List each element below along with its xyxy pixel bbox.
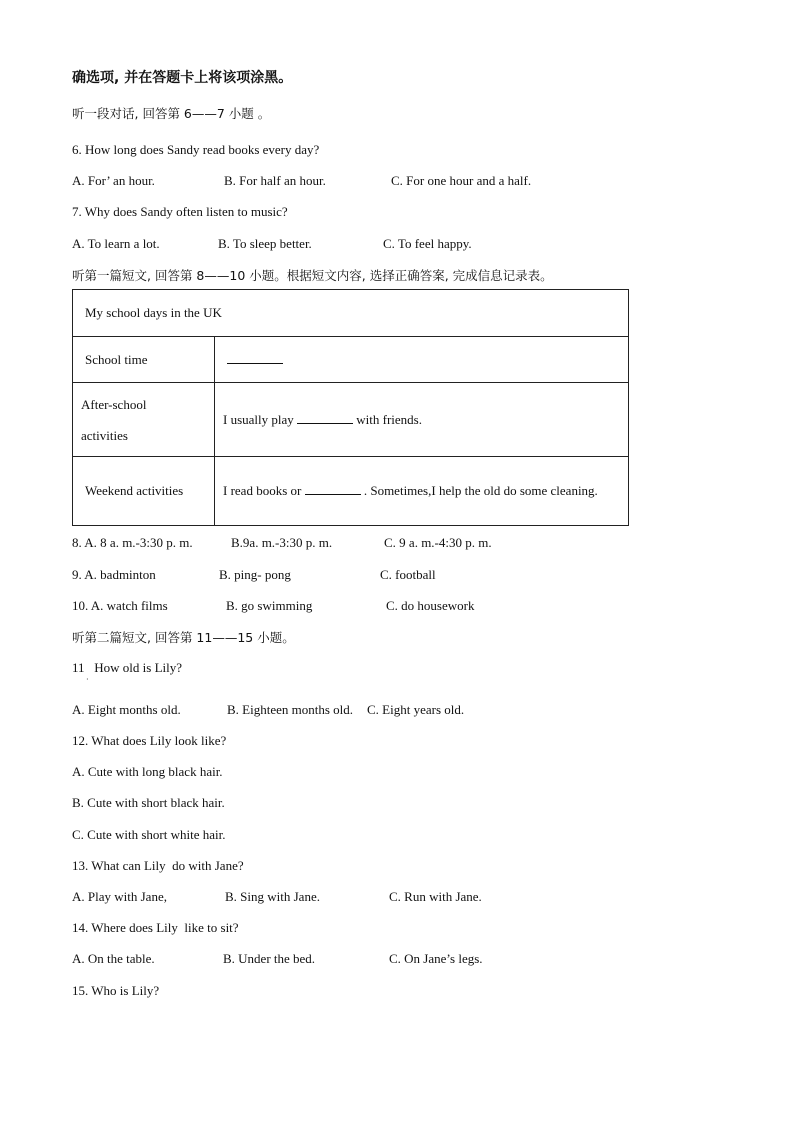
q7-option-a: A. To learn a lot. [72,236,160,251]
answer-blank [297,413,353,424]
weekend-text: I read books or . Sometimes,I help the old do some cleaning. [215,457,629,526]
section-heading-2: 听第一篇短文, 回答第 8——10 小题。根据短文内容, 选择正确答案, 完成信息记录表。 [72,268,553,283]
q11-option-b: B. Eighteen months old. [227,702,354,717]
q12-option-b: B. Cute with short black hair. [72,795,225,810]
q6-option-a: A. For’ an hour. [72,173,155,188]
q9-option-c: C. football [380,567,436,582]
question-12: 12. What does Lily look like? [72,733,227,748]
q7-option-c: C. To feel happy. [383,236,472,251]
after-school-label [73,383,215,457]
q11-option-a: A. Eight months old. [72,702,181,717]
q13-option-b: B. Sing with Jane. [225,889,320,904]
q10-option-c: C. do housework [386,598,475,613]
q8-option-c: C. 9 a. m.-4:30 p. m. [384,535,492,550]
q9-option-a: 9. A. badminton [72,567,156,582]
section-heading-3: 听第二篇短文, 回答第 11——15 小题。 [72,630,295,645]
q13-option-c: C. Run with Jane. [389,889,482,904]
after-school-label-line1: After-school [81,396,147,412]
q14-option-a: A. On the table. [72,951,155,966]
table-title: My school days in the UK [73,290,629,337]
question-11: 11 How old is Lily? [72,660,183,675]
question-13: 13. What can Lily do with Jane? [72,858,244,873]
school-time-label: School time [73,337,215,383]
q10-option-b: B. go swimming [226,598,313,613]
section-heading-1: 听一段对话, 回答第 6——7 小题 。 [72,106,271,121]
q9-option-b: B. ping- pong [219,567,291,582]
q13-option-a: A. Play with Jane, [72,889,167,904]
q8-option-b: B.9a. m.-3:30 p. m. [231,535,333,550]
q11-option-c: C. Eight years old. [367,702,465,717]
q7-option-b: B. To sleep better. [218,236,312,251]
q14-option-b: B. Under the bed. [223,951,316,966]
answer-blank [305,484,361,495]
q10-option-a: 10. A. watch films [72,598,168,613]
question-6: 6. How long does Sandy read books every day? [72,142,320,157]
q6-option-c: C. For one hour and a half. [391,173,532,188]
after-school-text: I usually play with friends. [215,383,629,457]
stray-mark: · [86,675,89,684]
q8-option-a: 8. A. 8 a. m.-3:30 p. m. [72,535,193,550]
answer-blank [227,353,283,364]
q12-option-c: C. Cute with short white hair. [72,827,226,842]
question-15: 15. Who is Lily? [72,983,160,998]
instruction-line: 确选项, 并在答题卡上将该项涂黑。 [72,70,293,86]
question-14: 14. Where does Lily like to sit? [72,920,239,935]
info-record-table [72,289,629,526]
after-school-label-line2: activities [81,427,128,443]
weekend-label: Weekend activities [73,457,215,526]
q6-option-b: B. For half an hour. [224,173,326,188]
q12-option-a: A. Cute with long black hair. [72,764,223,779]
question-7: 7. Why does Sandy often listen to music? [72,204,288,219]
school-time-answer [215,337,629,383]
q14-option-c: C. On Jane’s legs. [389,951,483,966]
